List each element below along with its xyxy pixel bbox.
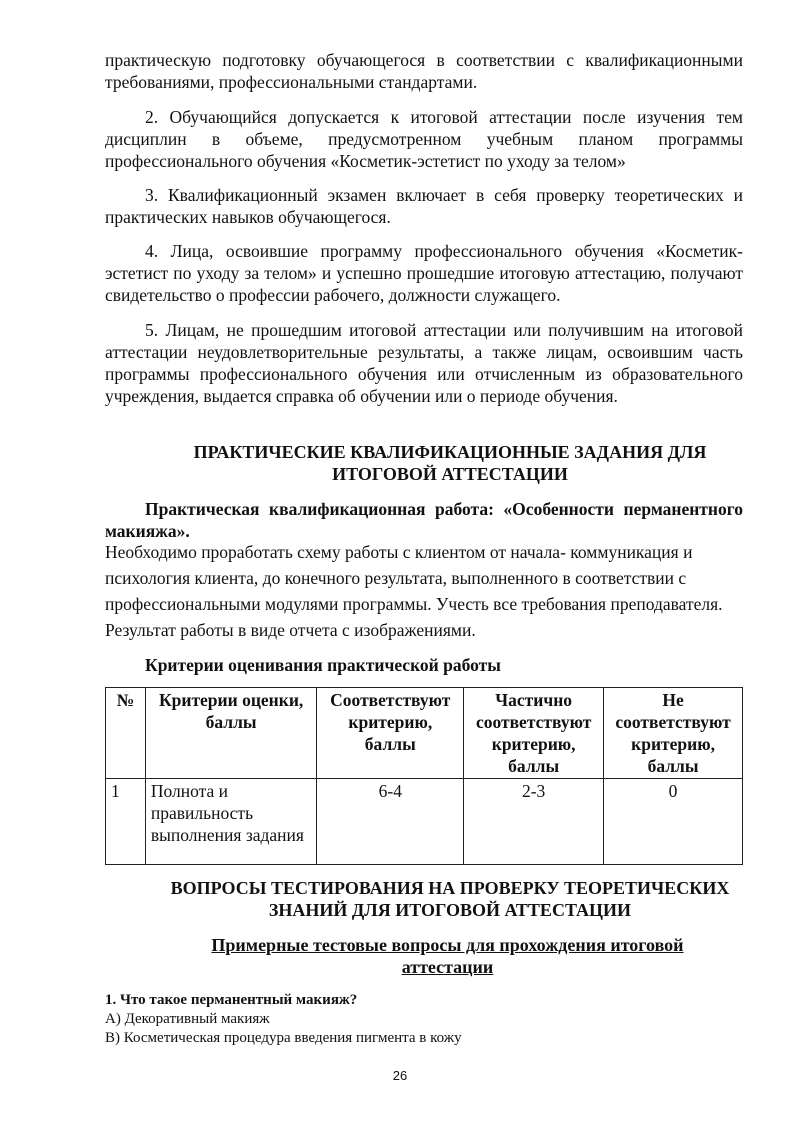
cell-no-match: 0: [604, 779, 743, 865]
header-match: Соответствуют критерию, баллы: [317, 688, 464, 779]
criteria-title: Критерии оценивания практической работы: [145, 655, 501, 675]
tests-subtitle: Примерные тестовые вопросы для прохождения итоговой аттестации: [211, 935, 684, 977]
cell-match: 6-4: [317, 779, 464, 865]
table-row: [106, 779, 743, 865]
cell-partial: 2-3: [464, 779, 604, 865]
cell-criteria: Полнота и правильность выполнения задания: [145, 779, 316, 865]
paragraph-intro-continued: практическую подготовку обучающегося в соответствии с квалификационными требованиями, профессиональными стандартами.: [105, 50, 743, 92]
answer-a: А) Декоративный макияж: [105, 1011, 270, 1027]
paragraph-4: 4. Лица, освоившие программу профессионального обучения «Косметик-эстетист по уходу за телом» и успешно прошедшие итоговую аттестацию, получают свидетельство о профессии рабочего, должности служащего.: [105, 241, 743, 305]
question-1: 1. Что такое перманентный макияж?: [105, 992, 358, 1008]
page-number: 26: [392, 1068, 408, 1083]
header-partial: Частично соответствуют критерию, баллы: [464, 688, 604, 779]
section-heading-practical: ПРАКТИЧЕСКИЕ КВАЛИФИКАЦИОННЫЕ ЗАДАНИЯ ДЛЯ ИТОГОВОЙ АТТЕСТАЦИИ: [193, 442, 707, 484]
section-heading-tests: ВОПРОСЫ ТЕСТИРОВАНИЯ НА ПРОВЕРКУ ТЕОРЕТИЧЕСКИХ ЗНАНИЙ ДЛЯ ИТОГОВОЙ АТТЕСТАЦИИ: [170, 878, 730, 920]
paragraph-5: 5. Лицам, не прошедшим итоговой аттестации или получившим на итоговой аттестации неудовлетворительные результаты, а также лицам, освоившим часть программы профессионального обучения или отчисленным из образовательного учреждения, выдается справка об обучении или о периоде обучения.: [105, 320, 743, 406]
table-header-row: [106, 688, 743, 779]
paragraph-3: 3. Квалификационный экзамен включает в себя проверку теоретических и практических навыков обучающегося.: [105, 185, 743, 227]
header-criteria: Критерии оценки, баллы: [145, 688, 316, 779]
criteria-table: [105, 687, 743, 865]
header-no-match: Не соответствуют критерию, баллы: [604, 688, 743, 779]
header-number: №: [106, 688, 146, 779]
practical-work-title: Практическая квалификационная работа: «Особенности перманентного макияжа».: [105, 499, 743, 541]
practical-work-description: Необходимо проработать схему работы с клиентом от начала- коммуникация и психология клиента, до конечного результата, выполненного в соответствии с профессиональными модулями программы. Учесть все требования преподавателя. Результат работы в виде отчета с изображениями.: [105, 542, 723, 640]
cell-number: 1: [106, 779, 146, 865]
answer-b: В) Косметическая процедура введения пигмента в кожу: [105, 1030, 462, 1046]
paragraph-2: 2. Обучающийся допускается к итоговой аттестации после изучения тем дисциплин в объеме, предусмотренном учебным планом программы профессионального обучения «Косметик-эстетист по уходу за телом»: [105, 107, 743, 171]
